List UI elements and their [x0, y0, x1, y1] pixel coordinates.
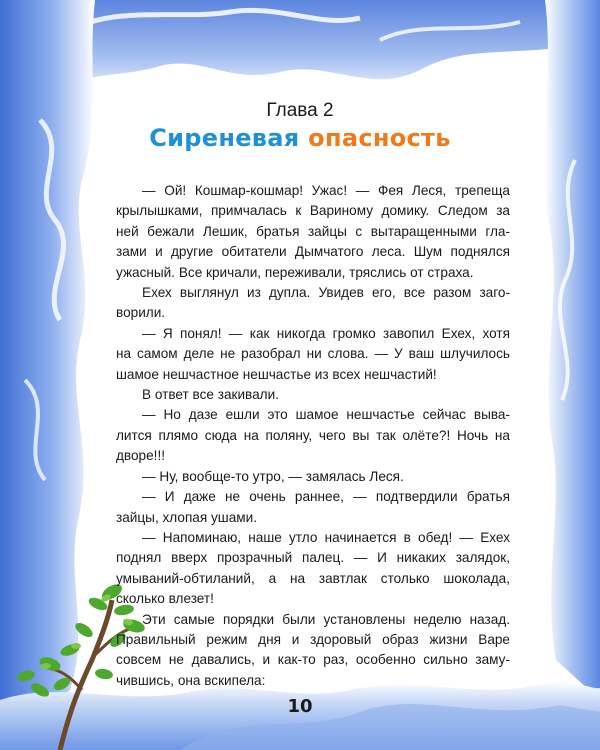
text-line: В ответ все закивали. [142, 387, 279, 403]
text-line: сколько влезет! [116, 591, 214, 607]
chapter-title [0, 124, 600, 152]
text-line: совсем не давались, и как-то раз, особенно сильно заму- [116, 652, 510, 668]
text-line: Эти самые порядки были установлены неделю назад. [142, 611, 510, 627]
text-line: — Ой! Кошмар-кошмар! Ужас! — Фея Леся, трепеща [142, 183, 510, 198]
text-line: на самом деле не разобрал ни слова. — У ваш шлучилось [116, 346, 510, 362]
text-line: — Напоминаю, наше утло начинается в обед! — Ехех [142, 529, 510, 545]
text-line: ворили. [116, 305, 166, 321]
text-line: — Но дазе ешли это шамое нешчастье сейчас выва- [142, 407, 510, 423]
chapter-title-word-2: опасность [308, 124, 451, 152]
text-line: зами и другие обитатели Дымчатого леса. Шум поднялся [116, 244, 510, 260]
text-line: ужасный. Все кричали, переживали, тряслись от страха. [116, 264, 474, 280]
chapter-body-text [116, 181, 510, 691]
text-line: Правильный режим дня и здоровый образ жизни Варе [116, 631, 510, 647]
chapter-title-word-1: Сиреневая [149, 124, 300, 152]
text-line: умываний-обтиланий, а на завтлак столько шоколада, [116, 570, 510, 586]
text-line: — Ну, вообще-то утро, — замялась Леся. [142, 468, 404, 484]
chapter-label: Глава 2 [266, 100, 334, 121]
text-line: — И даже не очень раннее, — подтвердили братья [142, 489, 510, 505]
text-line: крылышками, примчалась к Вариному домику. Следом за [116, 203, 510, 219]
text-line: зайцы, хлопая ушами. [116, 509, 257, 525]
text-line: поднял вверх прозрачный палец. — И никаких залядок, [116, 550, 510, 566]
text-line: лится плямо сюда на поляну, чего вы так олёте?! Ночь на [116, 427, 510, 443]
text-line: Ехех выглянул из дупла. Увидев его, все разом заго- [142, 285, 510, 301]
page-number: 10 [287, 696, 313, 717]
text-line: дворе!!! [116, 448, 166, 464]
text-line: шамое нешчастное нешчастье из всех нешчастий! [116, 366, 437, 382]
text-line: ней бежали Лешик, братья зайцы с вытаращенными гла- [116, 223, 510, 239]
text-line: чившись, она вскипела: [116, 672, 266, 688]
text-line: — Я понял! — как никогда громко завопил Ехех, хотя [142, 325, 510, 341]
